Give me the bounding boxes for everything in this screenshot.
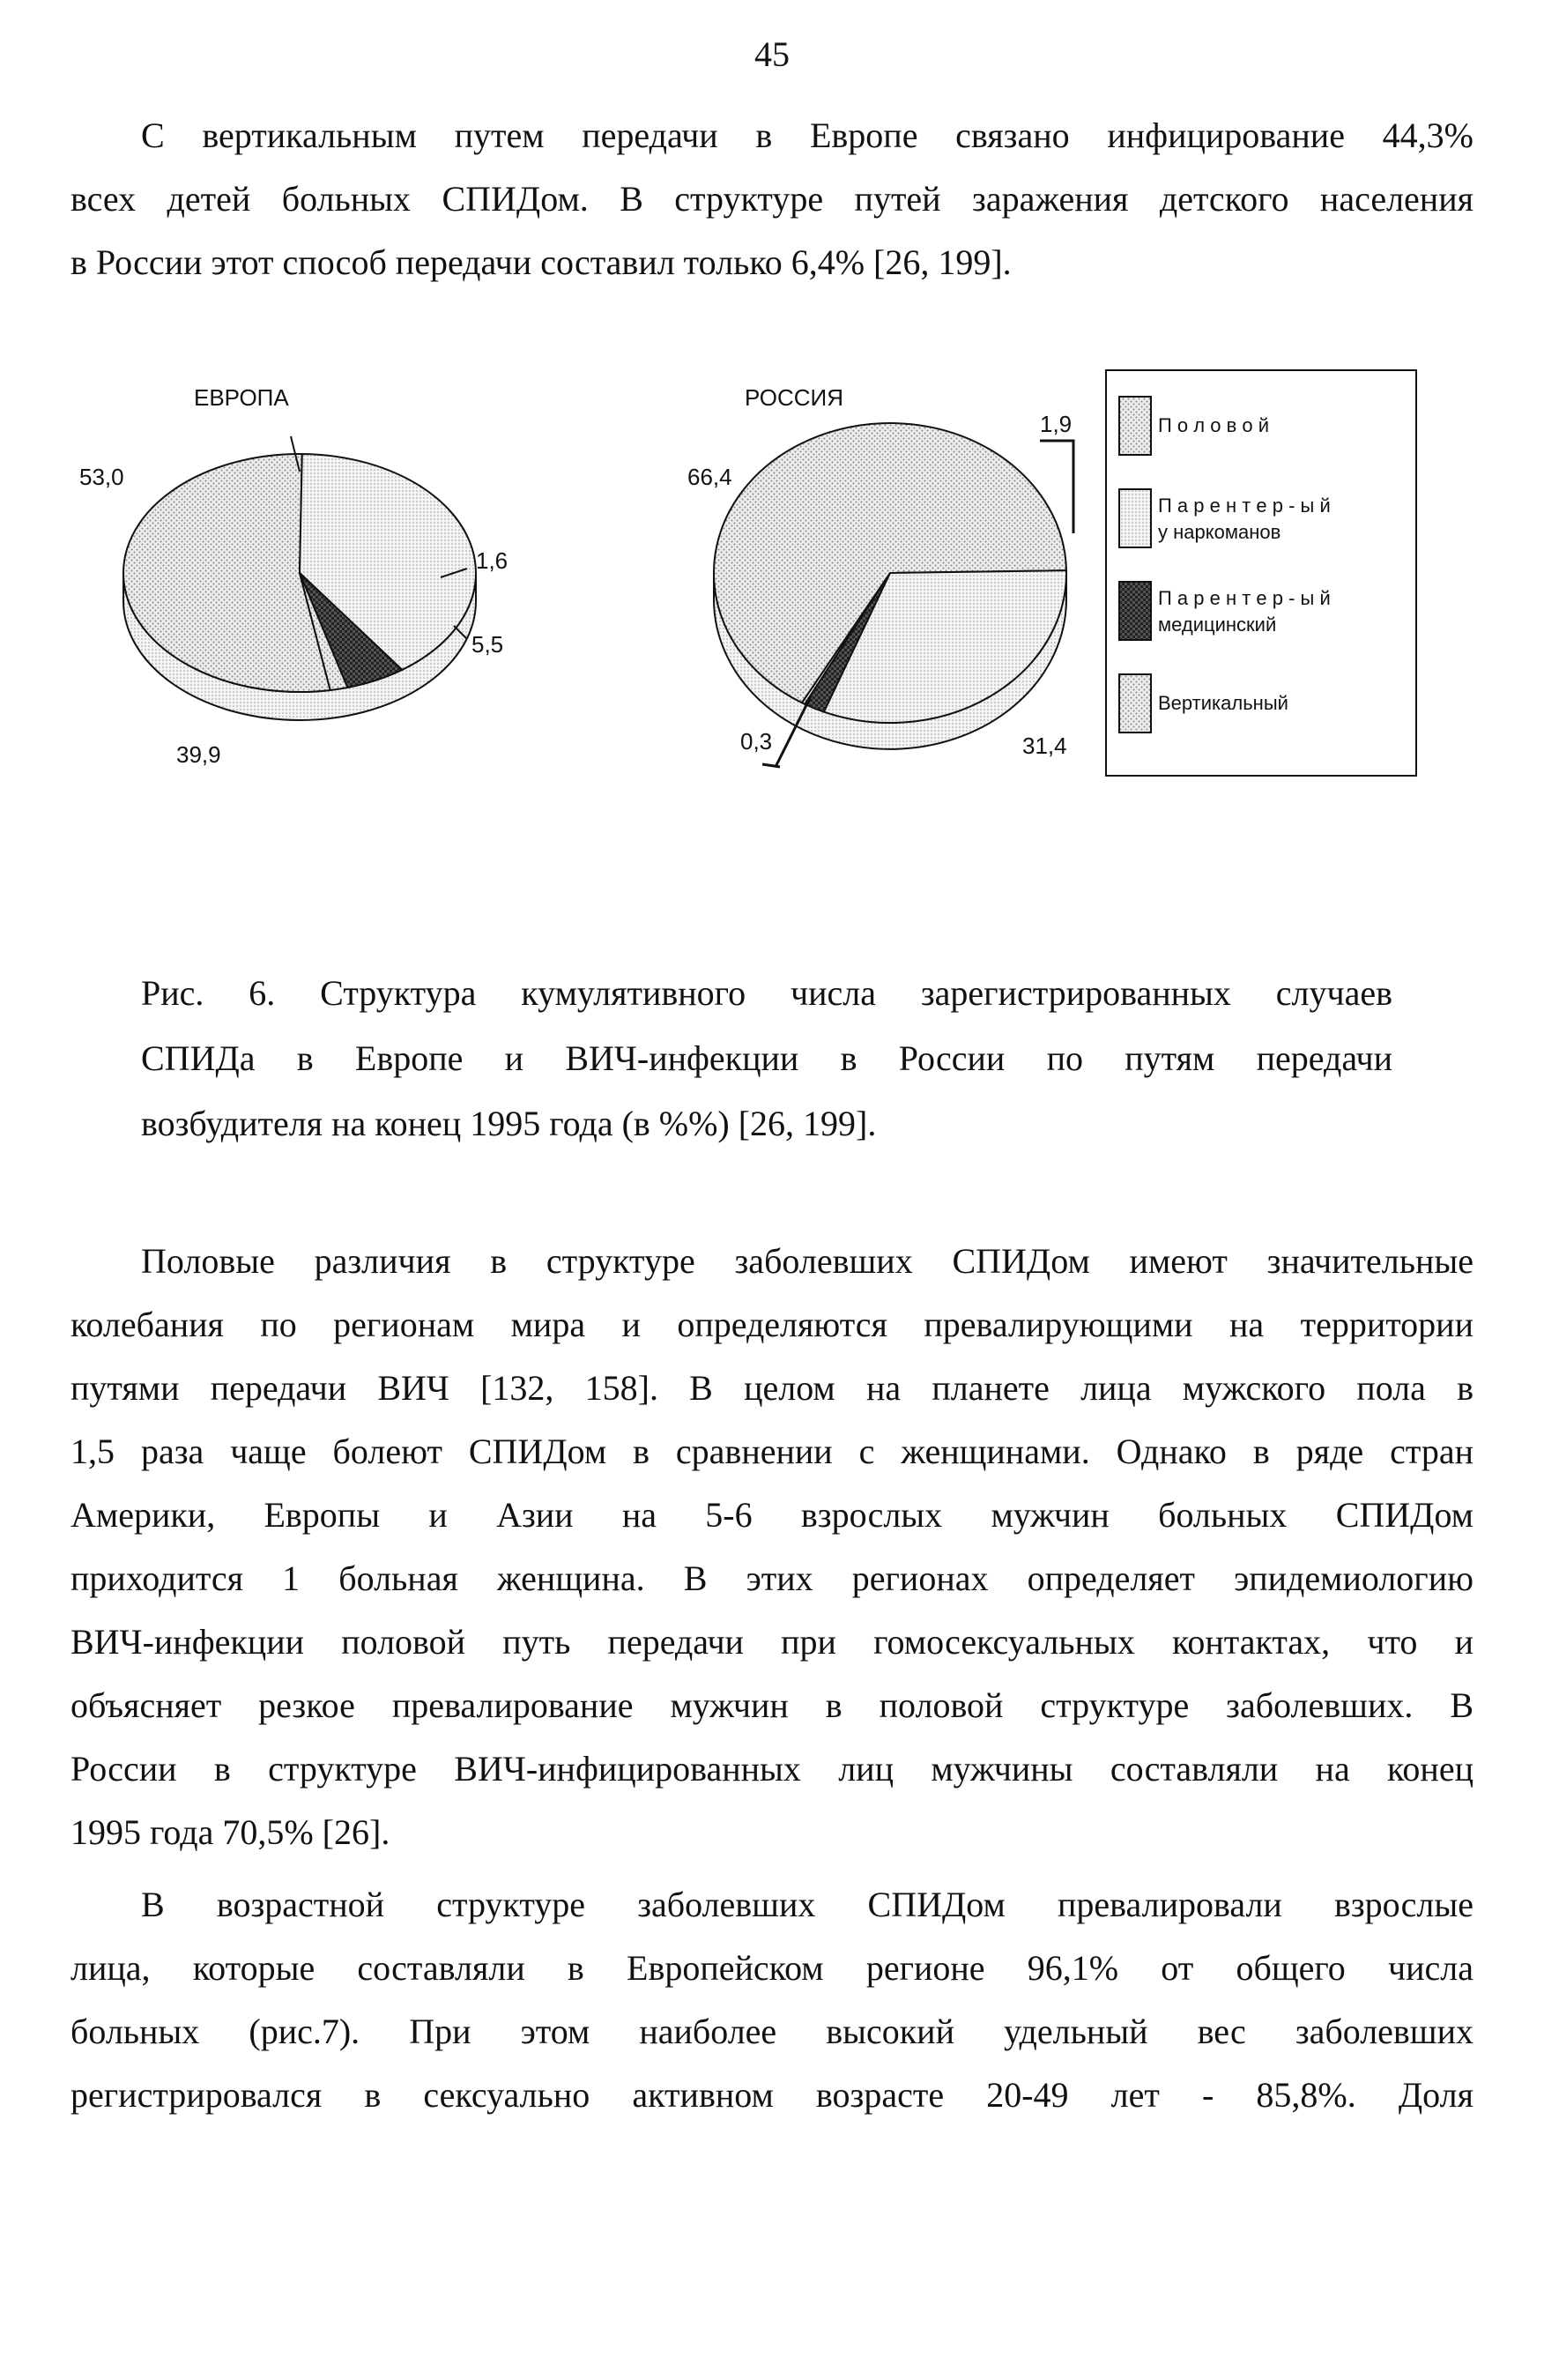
text-line: лица, которые составляли в Европейском регионе 96,1% от общего числа <box>71 1948 1473 1988</box>
legend-label: П о л о в о й <box>1158 414 1270 436</box>
text-line: России в структуре ВИЧ-инфицированных лиц мужчины составляли на конец <box>71 1749 1473 1789</box>
legend-swatch <box>1119 397 1151 455</box>
caption-line: СПИДа в Европе и ВИЧ-инфекции в России по путям передачи <box>141 1038 1392 1078</box>
data-label: 5,5 <box>471 631 504 658</box>
text-line: регистрировался в сексуально активном возрасте 20-49 лет - 85,8%. Доля <box>71 2075 1473 2115</box>
text-line: в России этот способ передачи составил только 6,4% [26, 199]. <box>71 242 1012 282</box>
intro-paragraph <box>71 104 1473 294</box>
legend-label: П а р е н т е р - ы й <box>1158 587 1331 609</box>
text-line: путями передачи ВИЧ [132, 158]. В целом на планете лица мужского пола в <box>71 1368 1473 1408</box>
data-label: 0,3 <box>740 728 773 755</box>
data-label: 31,4 <box>1022 733 1067 759</box>
text-line: всех детей больных СПИДом. В структуре путей заражения детского населения <box>71 179 1473 219</box>
text-line: В возрастной структуре заболевших СПИДом превалировали взрослые <box>141 1885 1473 1924</box>
legend-swatch <box>1119 582 1151 640</box>
data-label: 39,9 <box>176 741 221 768</box>
chart-title-russia: РОССИЯ <box>745 384 844 411</box>
data-label: 1,9 <box>1040 411 1073 437</box>
legend-label: П а р е н т е р - ы й <box>1158 495 1331 517</box>
text-line: 1,5 раза чаще болеют СПИДом в сравнении с женщинами. Однако в ряде стран <box>71 1432 1473 1471</box>
text-line: объясняет резкое превалирование мужчин в половой структуре заболевших. В <box>71 1685 1473 1725</box>
chart-title-europe: ЕВРОПА <box>194 384 289 411</box>
pie-europe <box>79 384 508 768</box>
pie-russia <box>687 384 1073 767</box>
text-line: приходится 1 больная женщина. В этих регионах определяет эпидемиологию <box>71 1558 1473 1598</box>
data-label: 53,0 <box>79 464 124 490</box>
data-label: 1,6 <box>476 547 508 574</box>
text-line: ВИЧ-инфекции половой путь передачи при гомосексуальных контактах, что и <box>71 1622 1473 1662</box>
page-number: 45 <box>754 34 790 74</box>
caption-line: Рис. 6. Структура кумулятивного числа зарегистрированных случаев <box>141 973 1392 1013</box>
text-line: больных (рис.7). При этом наиболее высокий удельный вес заболевших <box>71 2012 1473 2051</box>
figure-pie-charts <box>79 353 1463 811</box>
data-label: 66,4 <box>687 464 732 490</box>
figure-caption <box>141 961 1392 1157</box>
pie-charts-svg <box>79 353 1463 811</box>
legend-label: медицинский <box>1158 614 1277 636</box>
body-paragraph-sex <box>71 1230 1473 1864</box>
legend-swatch <box>1119 674 1151 733</box>
legend-swatch <box>1119 489 1151 547</box>
text-line: С вертикальным путем передачи в Европе связано инфицирование 44,3% <box>141 115 1473 155</box>
text-line: Половые различия в структуре заболевших СПИДом имеют значительные <box>141 1241 1473 1281</box>
body-paragraph-age <box>71 1873 1473 2127</box>
legend <box>1106 370 1416 776</box>
text-line: Америки, Европы и Азии на 5-6 взрослых мужчин больных СПИДом <box>71 1495 1473 1535</box>
legend-label: Вертикальный <box>1158 692 1288 714</box>
legend-label: у наркоманов <box>1158 521 1281 543</box>
caption-line: возбудителя на конец 1995 года (в %%) [26, 199]. <box>141 1104 877 1143</box>
text-line: 1995 года 70,5% [26]. <box>71 1812 390 1852</box>
text-line: колебания по регионам мира и определяются превалирующими на территории <box>71 1305 1473 1344</box>
